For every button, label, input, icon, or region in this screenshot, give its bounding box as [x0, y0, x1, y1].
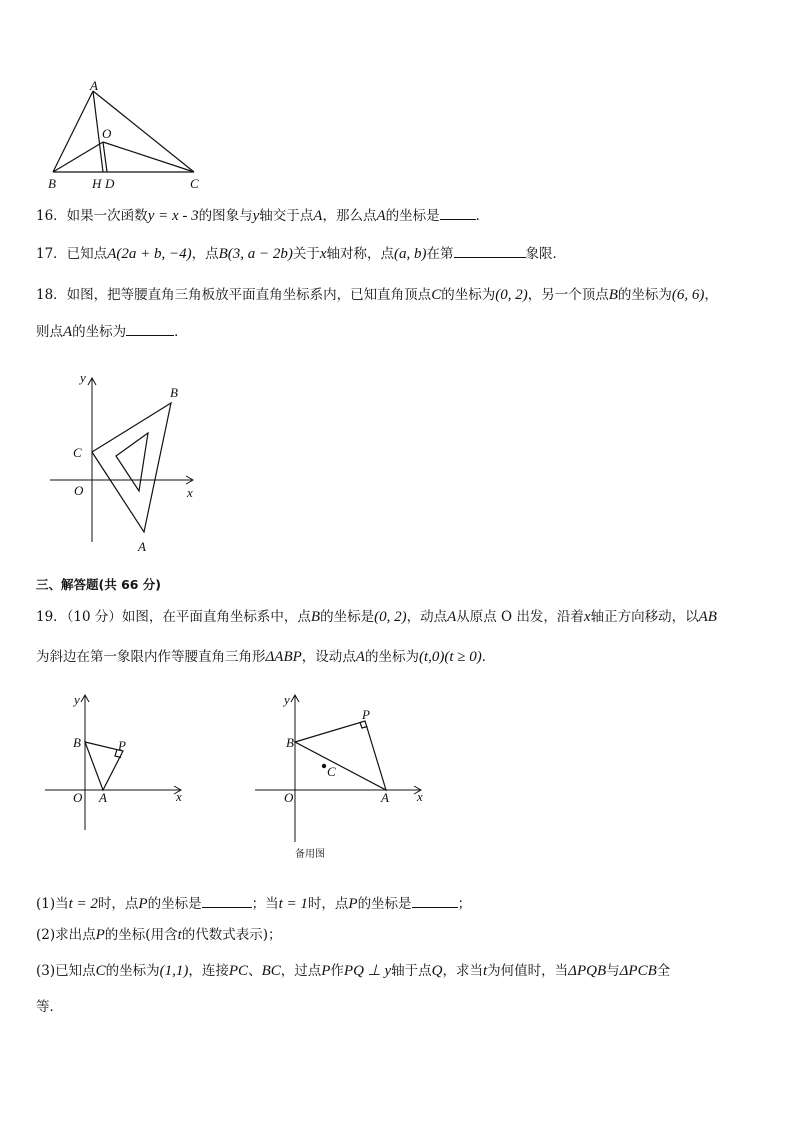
question-17: 17．已知点A(2a + b, −4)，点B(3, a − 2b)关于x轴对称，点(a, b)在第 象限．: [36, 243, 566, 264]
label-b: B: [73, 735, 81, 750]
label-o: O: [284, 790, 294, 805]
part-2: (2)求出点P的坐标(用含t的代数式表示)；: [36, 927, 282, 943]
label-d: D: [105, 176, 115, 191]
question-18: 18．如图，把等腰直角三角板放平面直角坐标系内，已知直角顶点C的坐标为(0, 2)，另一个顶点B的坐标为(6, 6)，: [36, 287, 718, 303]
label-c: C: [190, 176, 199, 191]
question-19: 19．（10 分）如图，在平面直角坐标系中，点B的坐标是(0, 2)，动点A从原点 O 出发，沿着x轴正方向移动，以AB: [36, 609, 717, 625]
answer-blank[interactable]: [454, 243, 526, 258]
part-3-line-2: 等．: [36, 999, 63, 1015]
answer-blank[interactable]: [202, 893, 252, 908]
answer-blank[interactable]: [412, 893, 458, 908]
figure-triangle-abc: [40, 80, 220, 195]
label-c: C: [327, 764, 336, 779]
label-b: B: [170, 385, 178, 400]
label-b: B: [48, 176, 56, 191]
label-a: A: [138, 539, 146, 554]
label-y: y: [74, 692, 80, 707]
question-16: 16．如果一次函数y = x - 3的图象与y轴交于点A，那么点A的坐标是 ．: [36, 205, 489, 226]
figure-q19-backup: [250, 690, 440, 865]
label-y: y: [284, 692, 290, 707]
label-x: x: [187, 485, 193, 500]
figure-triangle-plate: [40, 365, 210, 560]
part-1: (1)当t = 2时，点P的坐标是 ；当t = 1时，点P的坐标是 ；: [36, 893, 471, 914]
label-o: O: [73, 790, 83, 805]
label-h: H: [92, 176, 102, 191]
label-x: x: [176, 789, 182, 804]
label-x: x: [417, 789, 423, 804]
label-p: P: [118, 738, 126, 753]
part-3: (3)已知点C的坐标为(1,1)，连接PC、BC，过点P作PQ ⊥ y轴于点Q，求当t为何值时，当ΔPQB与ΔPCB全: [36, 963, 671, 979]
label-o: O: [74, 483, 84, 498]
label-b: B: [286, 735, 294, 750]
label-a: A: [99, 790, 107, 805]
figure-caption: 备用图: [295, 849, 325, 860]
label-p: P: [362, 707, 370, 722]
label-y: y: [80, 370, 86, 385]
question-19-line-2: 为斜边在第一象限内作等腰直角三角形ΔABP，设动点A的坐标为(t,0)(t ≥ 0)．: [36, 649, 496, 665]
answer-blank[interactable]: [440, 205, 476, 220]
point-c-dot: [322, 764, 326, 768]
label-a: A: [381, 790, 389, 805]
label-c: C: [73, 445, 82, 460]
answer-blank[interactable]: [126, 321, 174, 336]
label-o: O: [102, 126, 112, 141]
label-a: A: [90, 78, 98, 93]
question-18-line-2: 则点A的坐标为 ．: [36, 321, 188, 342]
section-heading: 三、解答题(共 66 分): [36, 577, 162, 592]
figure-q19-main: [40, 690, 200, 835]
